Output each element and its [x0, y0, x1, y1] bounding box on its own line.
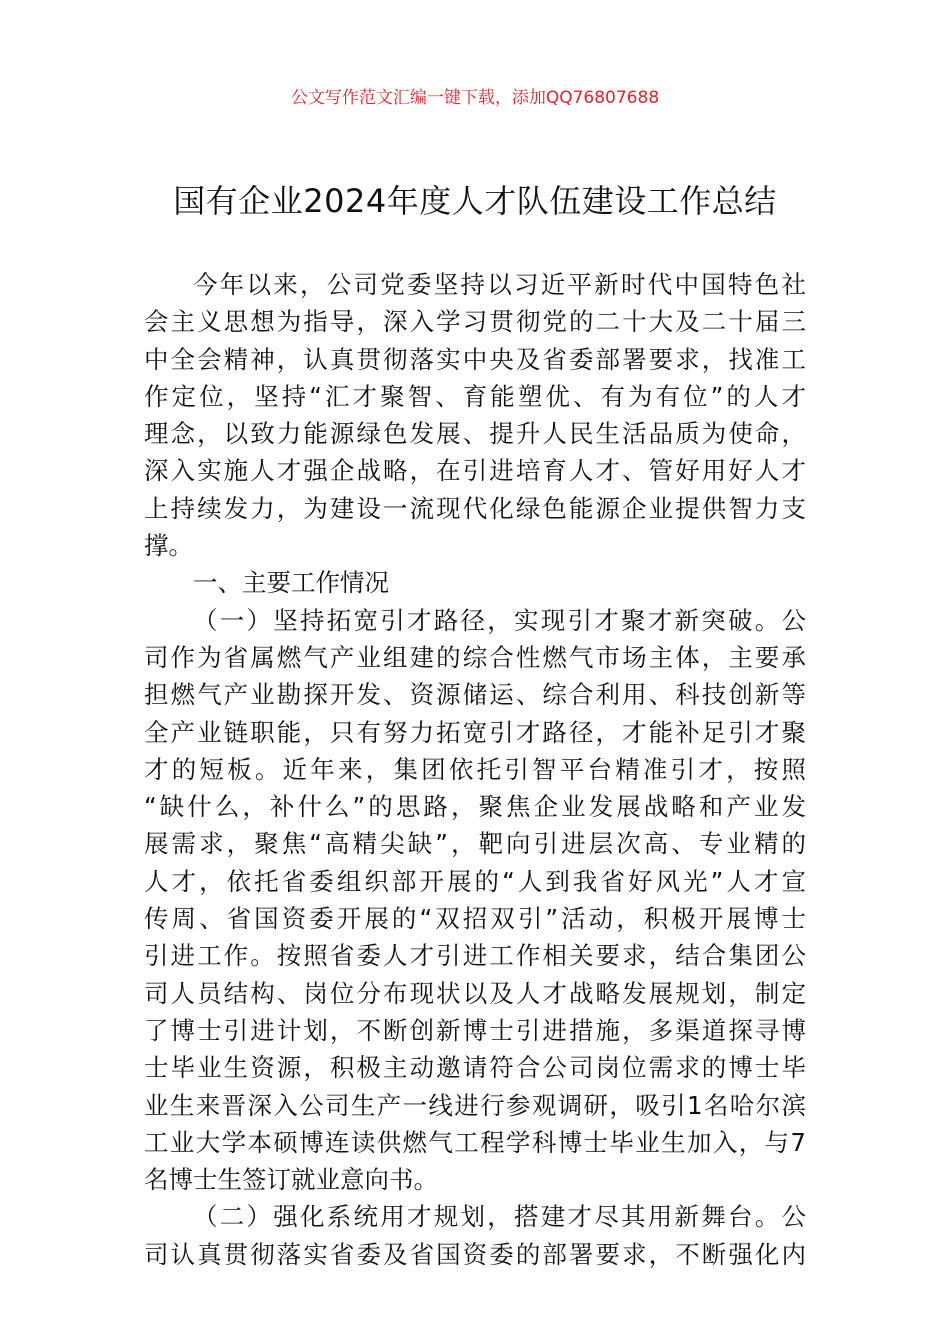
subsection-1-line: 传周、省国资委开展的“双招双引”活动，积极开展博士 — [144, 904, 806, 934]
subsection-2-line: （二）强化系统用才规划，搭建才尽其用新舞台。公 — [193, 1202, 806, 1232]
document-title: 国有企业2024年度人才队伍建设工作总结 — [173, 182, 777, 220]
subsection-1-line: 人才，依托省委组织部开展的“人到我省好风光”人才宣 — [144, 866, 806, 896]
subsection-1-line: 引进工作。按照省委人才引进工作相关要求，结合集团公 — [144, 941, 806, 971]
intro-paragraph-line: 中全会精神，认真贯彻落实中央及省委部署要求，找准工 — [144, 344, 806, 374]
subsection-2-line: 司认真贯彻落实省委及省国资委的部署要求，不断强化内 — [144, 1239, 806, 1269]
subsection-1-line: “缺什么，补什么”的思路，聚焦企业发展战略和产业发 — [144, 792, 806, 822]
intro-paragraph-line: 深入实施人才强企战略，在引进培育人才、管好用好人才 — [144, 456, 806, 486]
download-promo-note: 公文写作范文汇编一键下载，添加QQ76807688 — [290, 88, 660, 108]
subsection-1-line: 担燃气产业勘探开发、资源储运、综合利用、科技创新等 — [144, 680, 806, 710]
intro-paragraph-line: 上持续发力，为建设一流现代化绿色能源企业提供智力支 — [144, 493, 806, 523]
section-heading: 一、主要工作情况 — [193, 568, 389, 598]
subsection-1-line: 了博士引进计划，不断创新博士引进措施，多渠道探寻博 — [144, 1015, 806, 1045]
subsection-1-line: 展需求，聚焦“高精尖缺”，靶向引进层次高、专业精的 — [144, 829, 806, 859]
subsection-1-line: 业生来晋深入公司生产一线进行参观调研，吸引1名哈尔滨 — [144, 1090, 806, 1120]
intro-paragraph-line: 作定位，坚持“汇才聚智、育能塑优、有为有位”的人才 — [144, 381, 806, 411]
subsection-1-line: 才的短板。近年来，集团依托引智平台精准引才，按照 — [144, 754, 806, 784]
intro-paragraph-line: 撑。 — [144, 531, 193, 561]
intro-paragraph-line: 理念，以致力能源绿色发展、提升人民生活品质为使命， — [144, 419, 806, 449]
subsection-1-line: 司人员结构、岗位分布现状以及人才战略发展规划，制定 — [144, 978, 806, 1008]
subsection-1-line: 士毕业生资源，积极主动邀请符合公司岗位需求的博士毕 — [144, 1053, 806, 1083]
subsection-1-line: 司作为省属燃气产业组建的综合性燃气市场主体，主要承 — [144, 642, 806, 672]
document-body — [144, 266, 806, 1273]
subsection-1-line: 名博士生签订就业意向书。 — [144, 1165, 438, 1195]
subsection-1-line: 工业大学本硕博连读供燃气工程学科博士毕业生加入，与7 — [144, 1127, 806, 1157]
intro-paragraph-line: 会主义思想为指导，深入学习贯彻党的二十大及二十届三 — [144, 307, 806, 337]
subsection-1-line: （一）坚持拓宽引才路径，实现引才聚才新突破。公 — [193, 605, 806, 635]
intro-paragraph-line: 今年以来，公司党委坚持以习近平新时代中国特色社 — [193, 270, 806, 299]
subsection-1-line: 全产业链职能，只有努力拓宽引才路径，才能补足引才聚 — [144, 717, 806, 747]
